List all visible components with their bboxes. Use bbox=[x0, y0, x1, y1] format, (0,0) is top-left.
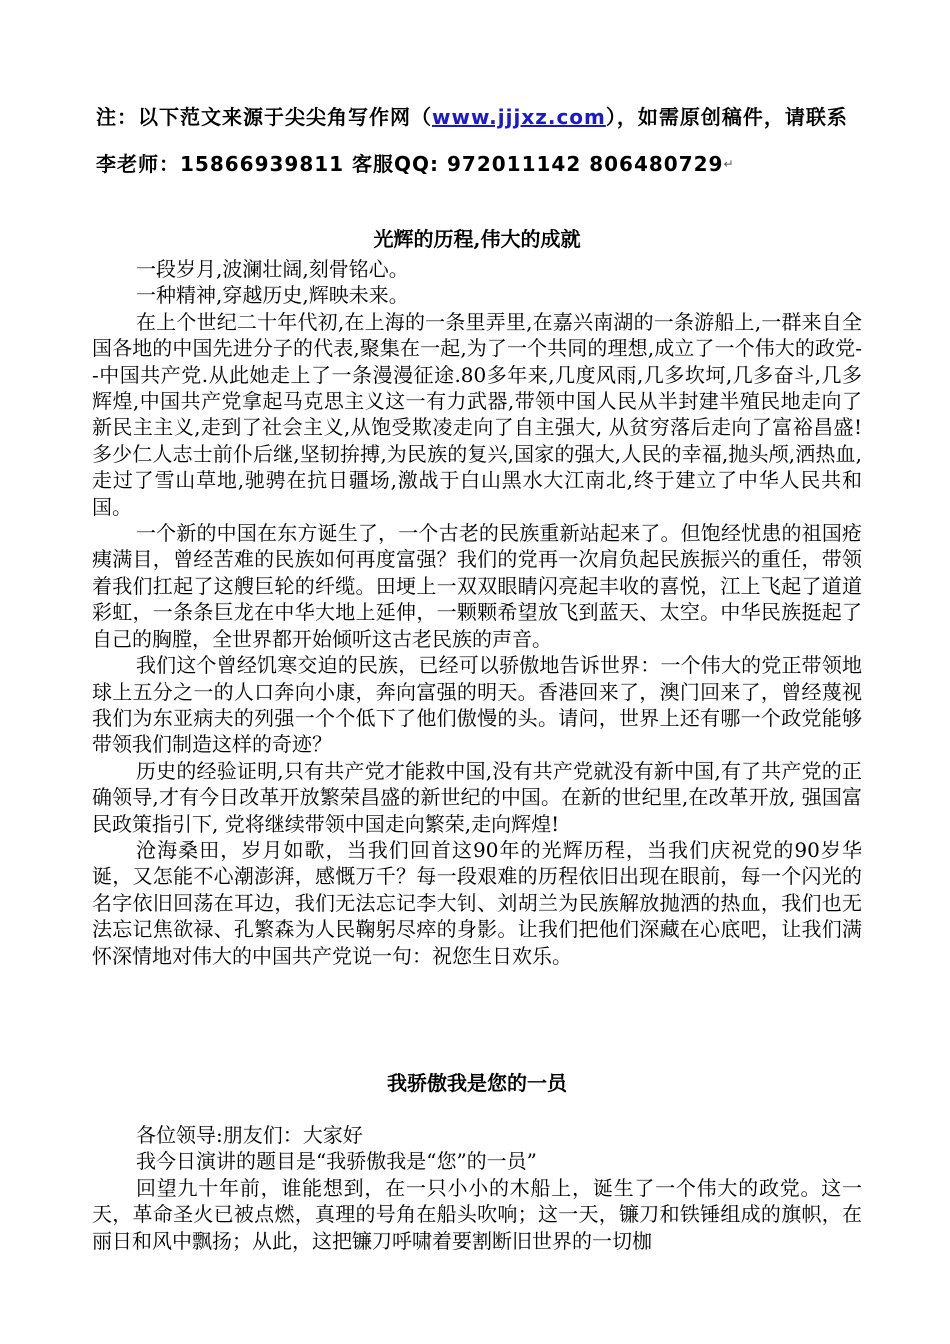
paragraph: 一个新的中国在东方诞生了，一个古老的民族重新站起来了。但饱经忧患的祖国疮痍满目，曾经苦难的民族如何再度富强？我们的党再一次肩负起民族振兴的重任，带领着我们扛起了这艘巨轮的纤缆。田埂上一双双眼睛闪亮起丰收的喜悦，江上飞起了道道彩虹，一条条巨龙在中华大地上延伸，一颗颗希望放飞到蓝天、太空。中华民族挺起了自己的胸膛，全世界都开始倾听这古老民族的声音。 bbox=[92, 521, 862, 651]
paragraph: 一段岁月,波澜壮阔,刻骨铭心。 bbox=[136, 257, 409, 281]
paragraph: 我们这个曾经饥寒交迫的民族，已经可以骄傲地告诉世界：一个伟大的党正带领地球上五分之一的人口奔向小康，奔向富强的明天。香港回来了，澳门回来了，曾经蔑视我们为东亚病夫的列强一个个低下了他们傲慢的头。请问，世界上还有哪一个政党能够带领我们制造这样的奇迹？ bbox=[92, 653, 862, 757]
source-notice-line-2 bbox=[96, 150, 876, 178]
paragraph: 一种精神,穿越历史,辉映未来。 bbox=[136, 283, 409, 308]
paragraph: 历史的经验证明,只有共产党才能救中国,没有共产党就没有新中国,有了共产党的正确领导,才有今日改革开放繁荣昌盛的新世纪的中国。在新的世纪里,在改革开放, 强国富民政策指引下, 党将继续带领中国走向繁荣,走向辉煌! bbox=[92, 758, 862, 836]
paragraph: 在上个世纪二十年代初,在上海的一条里弄里,在嘉兴南湖的一条游船上,一群来自全国各地的中国先进分子的代表,聚集在一起,为了一个共同的理想,成立了一个伟大的政党--中国共产党.从此她走上了一条漫漫征途.80多年来,几度风雨,几多坎坷,几多奋斗,几多辉煌,中国共产党拿起马克思主义这一有力武器,带领中国人民从半封建半殖民地走向了新民主主义,走到了社会主义,从饱受欺凌走向了自主强大, 从贫穷落后走向了富裕昌盛! 多少仁人志士前仆后继,坚韧拚搏,为民族的复兴,国家的强大,人民的幸福,抛头颅,洒热血,走过了雪山草地,驰骋在抗日疆场,激战于白山黑水大江南北,终于建立了中华人民共和国。 bbox=[92, 309, 862, 519]
paragraph: 各位领导:朋友们：大家好 bbox=[136, 1123, 363, 1147]
website-link[interactable]: www.jjjxz.com bbox=[432, 105, 606, 129]
paragraph: 回望九十年前，谁能想到，在一只小小的木船上，诞生了一个伟大的政党。这一天，革命圣火已被点燃，真理的号角在船头吹响；这一天，镰刀和铁锤组成的旗帜，在丽日和风中飘扬；从此，这把镰刀呼啸着要割断旧世界的一切枷 bbox=[92, 1175, 862, 1253]
article-title: 我骄傲我是您的一员 bbox=[387, 1071, 567, 1095]
article-proud-member bbox=[92, 1066, 862, 1254]
article-glorious-course bbox=[92, 222, 862, 969]
paragraph: 我今日演讲的题目是“我骄傲我是“您”的一员” bbox=[136, 1149, 537, 1174]
contact-info: 李老师：15866939811 客服QQ: 972011142 806480729 bbox=[96, 152, 724, 176]
notice-suffix: ），如需原创稿件，请联系 bbox=[605, 105, 848, 129]
return-mark-icon: ↵ bbox=[723, 157, 735, 171]
article-title: 光辉的历程,伟大的成就 bbox=[373, 227, 581, 251]
notice-prefix: 注：以下范文来源于尖尖角写作网（ bbox=[96, 105, 432, 129]
paragraph: 沧海桑田，岁月如歌，当我们回首这90年的光辉历程，当我们庆祝党的90岁华诞，又怎能不心潮澎湃，感慨万千？每一段艰难的历程依旧出现在眼前，每一个闪光的名字依旧回荡在耳边，我们无法忘记李大钊、刘胡兰为民族解放抛洒的热血，我们也无法忘记焦欲禄、孔繁森为人民鞠躬尽瘁的身影。让我们把他们深藏在心底吧，让我们满怀深情地对伟大的中国共产党说一句：祝您生日欢乐。 bbox=[92, 837, 862, 968]
source-notice-line-1 bbox=[96, 103, 876, 131]
